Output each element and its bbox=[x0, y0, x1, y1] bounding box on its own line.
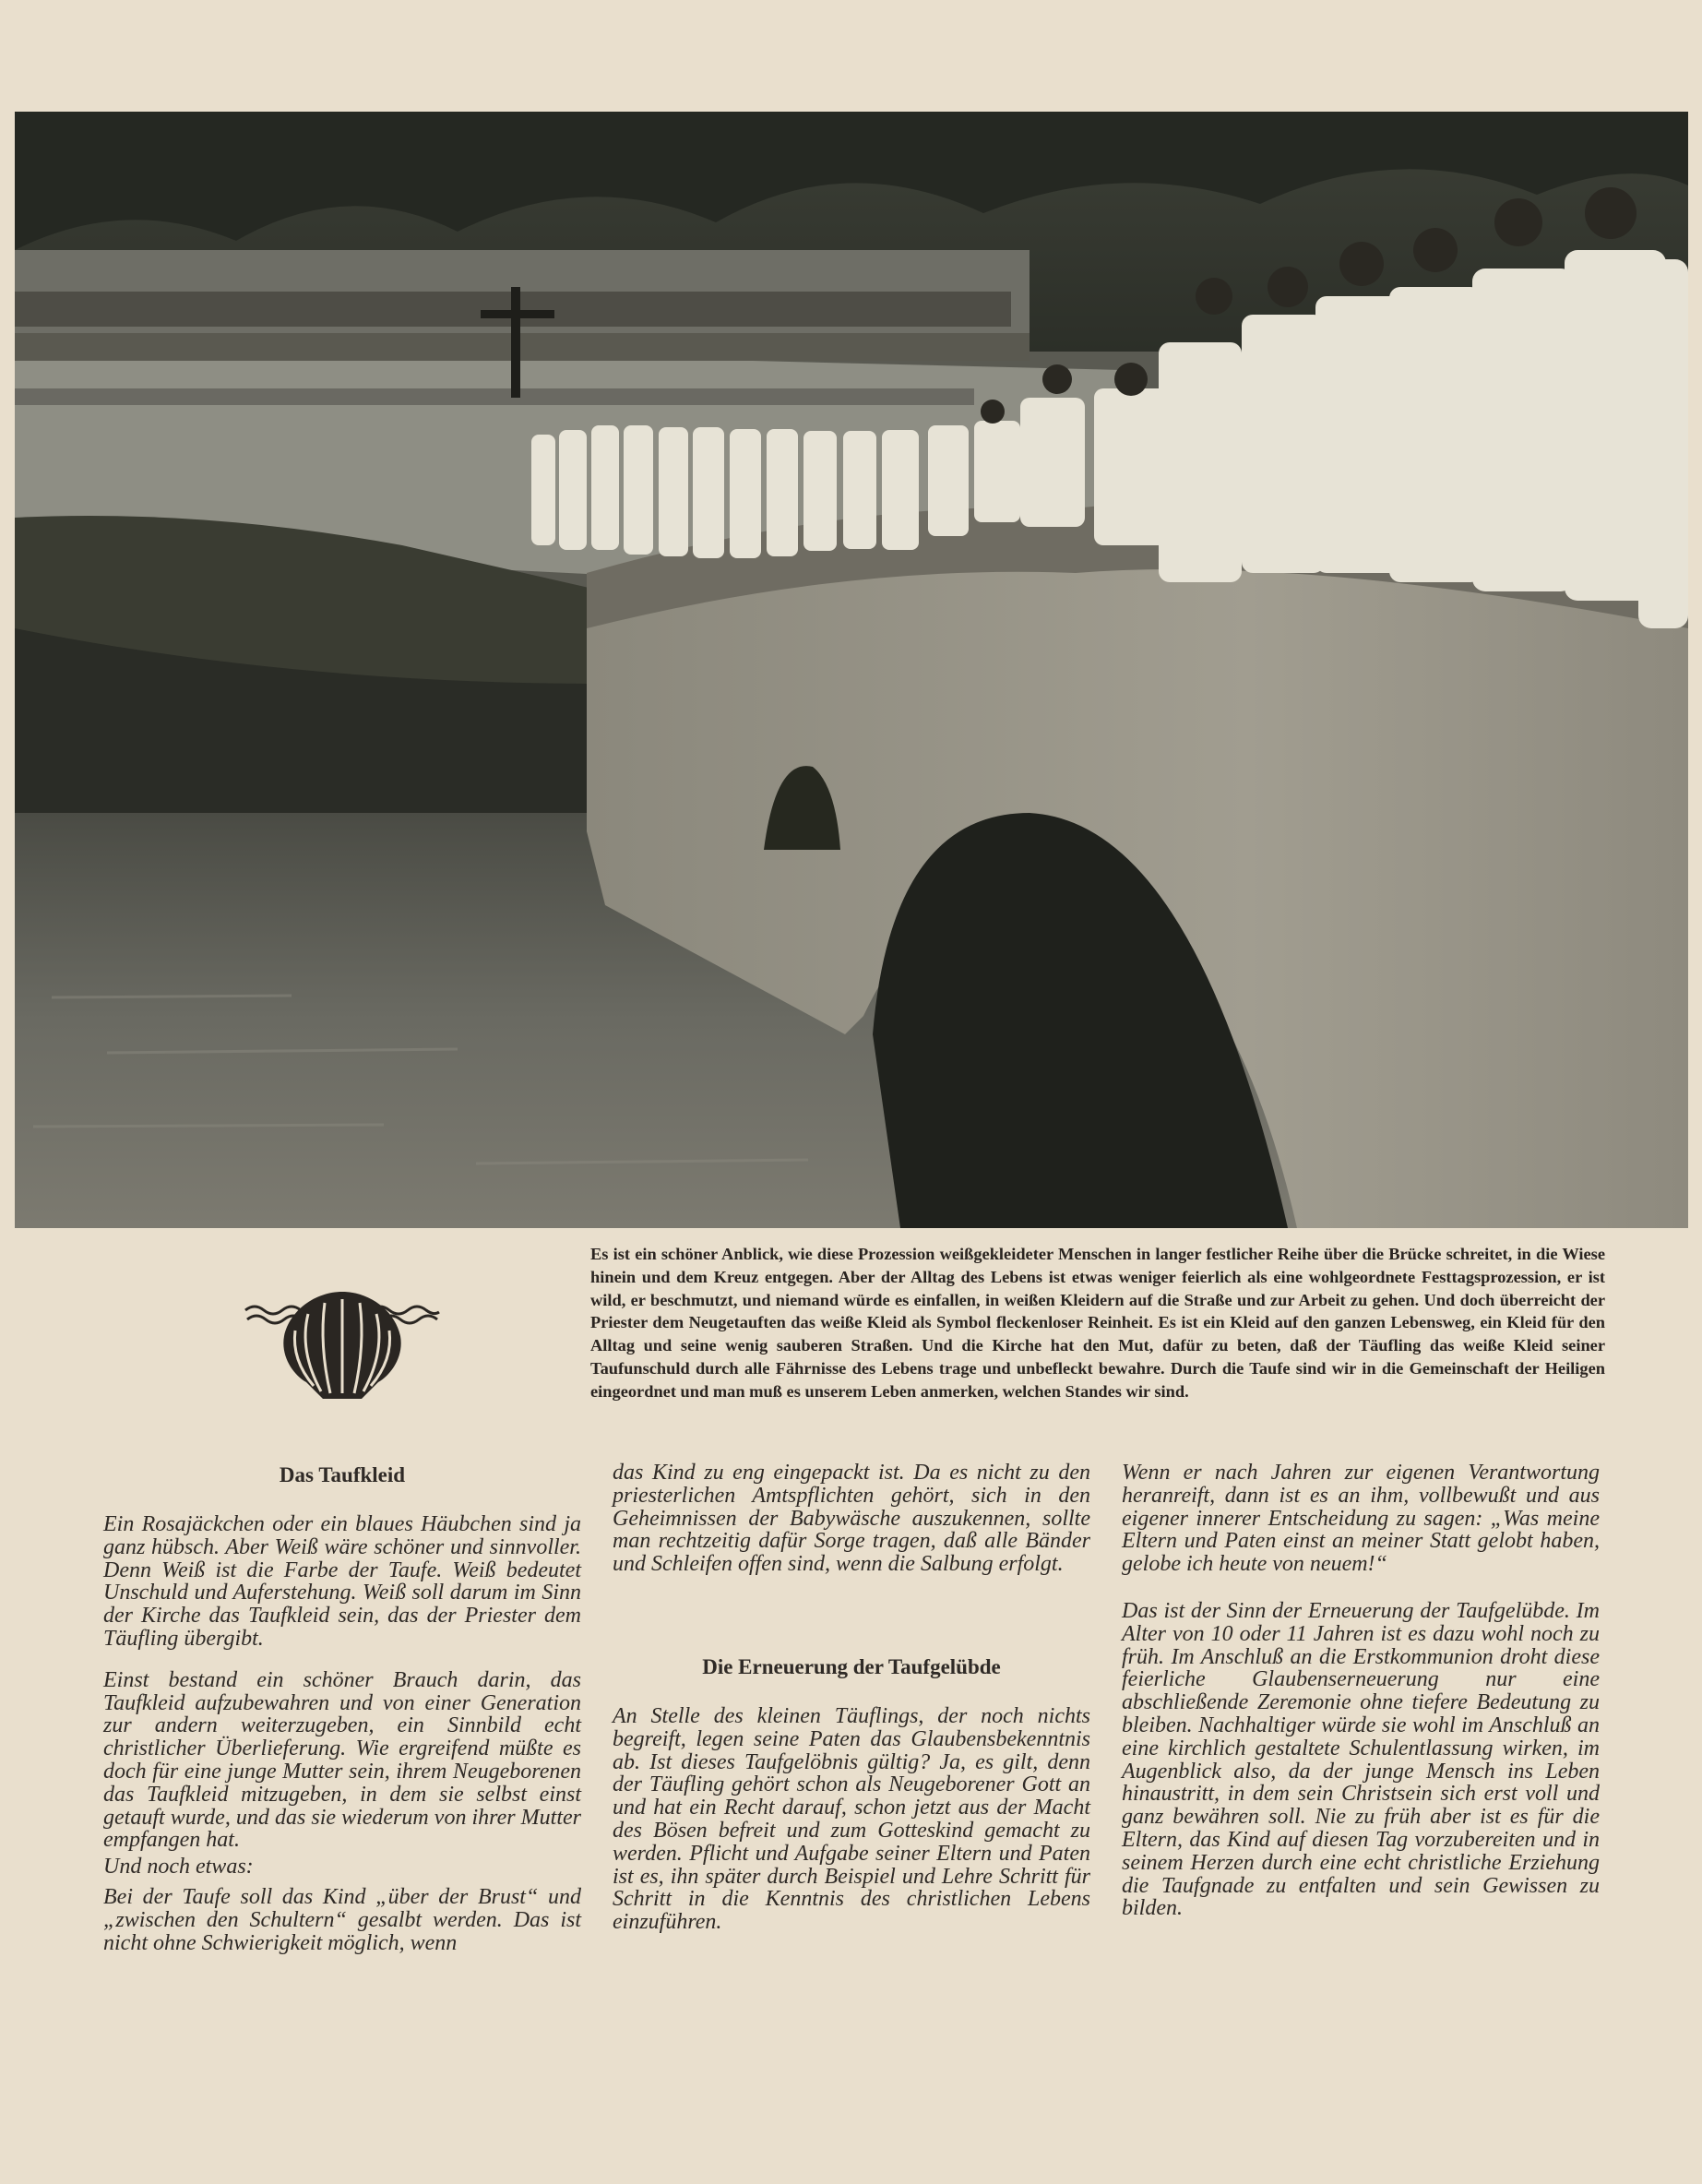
column-3 bbox=[1122, 1462, 1600, 1920]
paragraph: Und noch etwas: bbox=[103, 1855, 254, 1880]
paragraph: Bei der Taufe soll das Kind „über der Brust“ und „zwischen den Schultern“ gesalbt werden. Das ist nicht ohne Schwierigkeit möglich, wenn bbox=[103, 1884, 581, 1955]
paragraph: Das ist der Sinn der Erneuerung der Taufgelübde. Im Alter von 10 oder 11 Jahren ist es dazu wohl noch zu früh. Im Anschluß an die Erstkommunion droht diese feierliche Glaubenserneuerung nur eine abschließende Zeremonie ohne tiefere Bedeutung zu bleiben. Nachhaltiger würde sie wohl im Anschluß an eine kirchlich gestaltete Schulentlassung wirken, im Augenblick also, da der junge Mensch ins Leben hinaustritt, in dem sein Christsein sich erst voll und ganz bewähren soll. Nie zu früh aber ist es für die Eltern, das Kind auf diesen Tag vorzubereiten und in seinem Herzen durch eine echt christliche Erziehung die Taufgnade zu entfalten und sein Gewissen zu bilden. bbox=[1122, 1598, 1600, 1921]
column-1 bbox=[103, 1462, 581, 1954]
heading-taufgeluebde: Die Erneuerung der Taufgelübde bbox=[702, 1654, 1001, 1678]
photo-caption: Es ist ein schöner Anblick, wie diese Prozession weißgekleideter Menschen in langer festlicher Reihe über die Brücke schreitet, in die Wiese hinein und dem Kreuz entgegen. Aber der Alltag des Lebens ist etwas weniger feierlich als eine wohlgeordnete Festtagsprozession, er ist wild, er beschmutzt, und niemand würde es einfallen, in weißen Kleidern auf die Straße und zur Arbeit zu gehen. Und doch überreicht der Priester dem Neugetauften das weiße Kleid als Symbol fleckenloser Reinheit. Es ist ein Kleid auf den ganzen Lebensweg, ein Kleid für den Alltag und seine wenig sauberen Straßen. Und die Kirche hat den Mut, dafür zu beten, daß der Täufling das weiße Kleid seiner Taufunschuld durch alle Fährnisse des Lebens trage und unbefleckt bewahre. Durch die Taufe sind wir in die Gemeinschaft der Heiligen eingeordnet und man muß es unserem Leben anmerken, welchen Standes wir sind. bbox=[590, 1245, 1605, 1401]
paragraph: Wenn er nach Jahren zur eigenen Verantwortung heranreift, dann ist es an ihm, vollbewußt und aus eigener innerer Entscheidung zu sagen: „Was meine Eltern und Paten einst an meiner Statt gelobt haben, gelobe ich heute von neuem!“ bbox=[1122, 1461, 1600, 1577]
column-2 bbox=[613, 1462, 1090, 1934]
paragraph: Ein Rosajäckchen oder ein blaues Häubchen sind ja ganz hübsch. Aber Weiß wäre schöner und sinnvoller. Denn Weiß ist die Farbe der Taufe. Weiß bedeutet Unschuld und Auferstehung. Weiß soll darum im Sinn der Kirche das Taufkleid sein, das der Priester dem Täufling übergibt. bbox=[103, 1512, 581, 1651]
emblem bbox=[242, 1290, 443, 1406]
paragraph: Einst bestand ein schöner Brauch darin, das Taufkleid aufzubewahren und von einer Generation zur andern weiterzugeben, ein Sinnbild echt christlicher Überlieferung. Wie ergreifend müßte es doch für eine junge Mutter sein, ihrem Neugeborenen das Taufkleid mitzugeben, in dem sie selbst einst getauft wurde, und das sie wiederum von ihrer Mutter empfangen hat. bbox=[103, 1667, 581, 1853]
paragraph: das Kind zu eng eingepackt ist. Da es nicht zu den priesterlichen Amtspflichten gehört, sich in den Geheimnissen der Babywäsche auszukennen, sollte man rechtzeitig dafür Sorge tragen, daß alle Bänder und Schleifen offen sind, wenn die Salbung erfolgt. bbox=[613, 1461, 1090, 1577]
scallop-shell-waves-icon bbox=[242, 1290, 443, 1406]
paragraph: An Stelle des kleinen Täuflings, der noch nichts begreift, legen seine Paten das Glaubensbekenntnis ab. Ist dieses Taufgelöbnis gültig? Ja, es gilt, denn der Täufling gehört schon als Neugeborener Gott an und hat ein Recht darauf, schon jetzt aus der Macht des Bösen befreit und zum Gotteskind gemacht zu werden. Pflicht und Aufgabe seiner Eltern und Paten ist es, ihn später durch Beispiel und Lehre Schritt für Schritt in die Kenntnis des christlichen Lebens einzuführen. bbox=[613, 1703, 1090, 1935]
procession-photo bbox=[15, 112, 1688, 1228]
heading-taufkleid: Das Taufkleid bbox=[279, 1463, 406, 1486]
photo-procession-bridge-icon bbox=[15, 112, 1688, 1228]
